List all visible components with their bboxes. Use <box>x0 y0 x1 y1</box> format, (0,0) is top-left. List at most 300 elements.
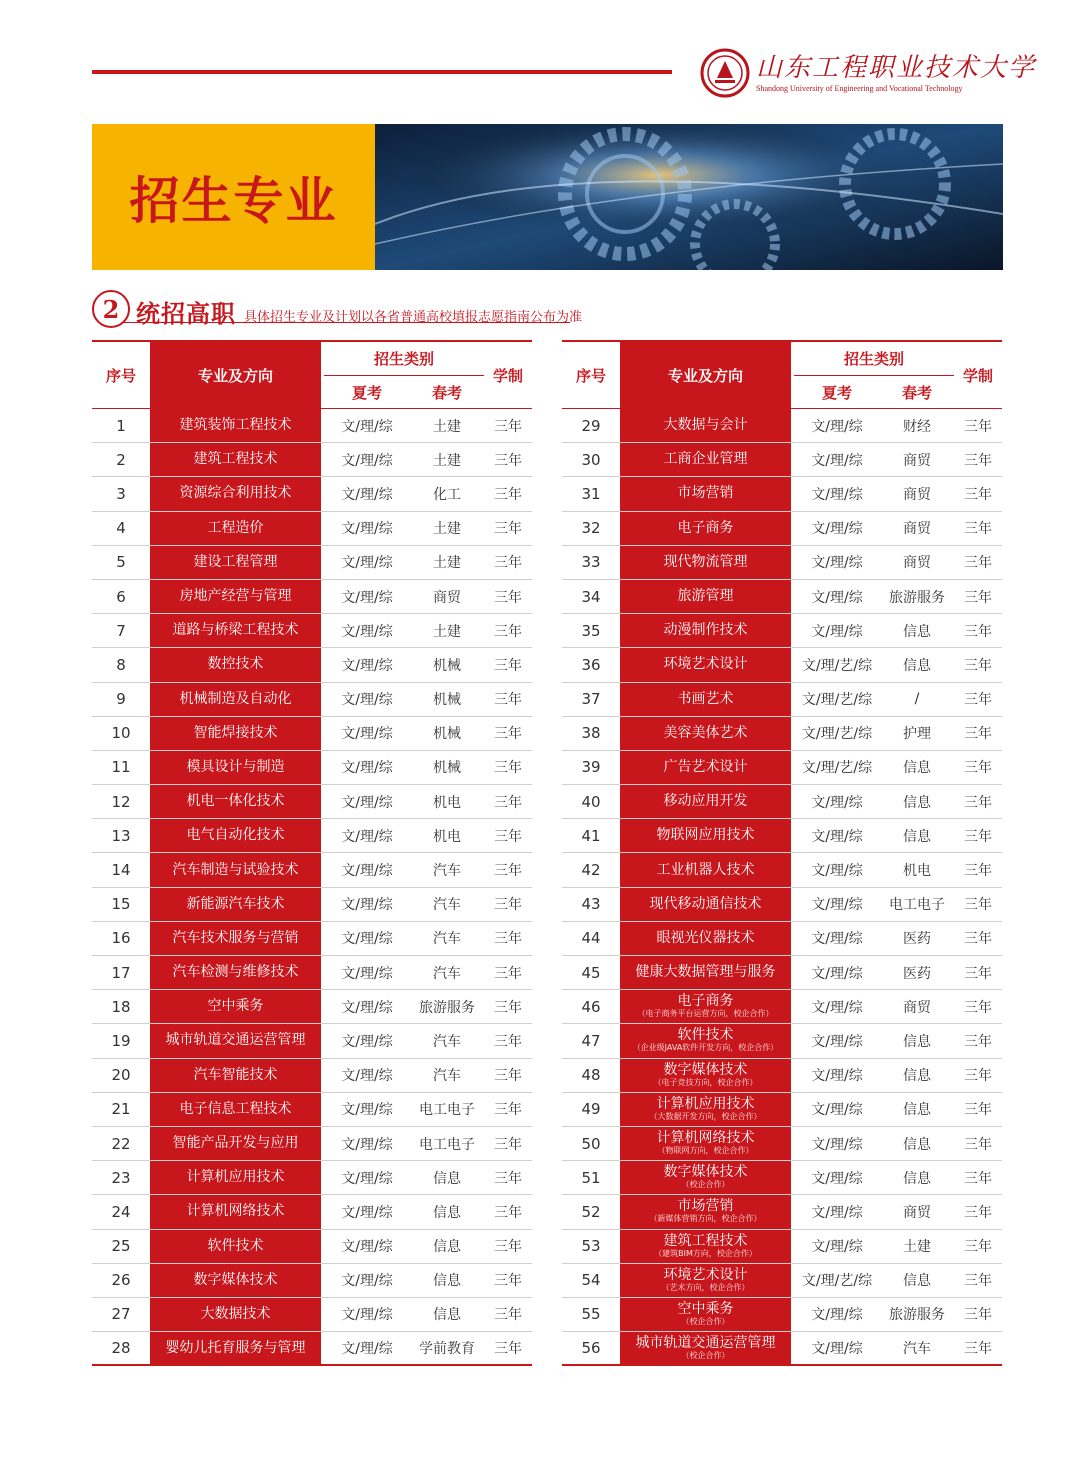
table-row <box>562 648 1002 682</box>
row-years: 三年 <box>964 692 992 709</box>
row-spring-category: 旅游服务 <box>419 999 475 1016</box>
table-row <box>92 546 532 580</box>
table-row <box>92 683 532 717</box>
major-name: 环境艺术设计 <box>663 1266 748 1283</box>
table-row <box>92 853 532 887</box>
row-years: 三年 <box>964 486 992 503</box>
row-years: 三年 <box>494 1102 522 1119</box>
row-major <box>150 1332 321 1364</box>
row-years: 三年 <box>964 897 992 914</box>
table-row <box>562 819 1002 853</box>
row-number: 42 <box>581 861 601 880</box>
major-name: 计算机应用技术 <box>186 1169 285 1186</box>
major-direction: （大数据开发方向，校企合作） <box>649 1111 762 1121</box>
header-spring: 春考 <box>431 383 462 402</box>
table-row <box>92 648 532 682</box>
row-spring-category: 土建 <box>433 623 461 640</box>
table-row <box>562 546 1002 580</box>
row-summer-category: 文/理/综 <box>341 1307 393 1324</box>
row-years: 三年 <box>964 1239 992 1256</box>
row-summer-category: 文/理/艺/综 <box>801 1273 873 1290</box>
row-spring-category: 医药 <box>903 931 931 948</box>
row-major <box>620 409 791 442</box>
row-number: 19 <box>111 1031 131 1050</box>
row-major <box>620 819 791 852</box>
row-number: 6 <box>116 587 126 606</box>
major-name: 婴幼儿托育服务与管理 <box>165 1339 306 1356</box>
table-row <box>562 614 1002 648</box>
major-direction: （校企合作） <box>681 1180 730 1190</box>
row-number: 32 <box>581 519 601 538</box>
major-name: 电子信息工程技术 <box>179 1100 292 1117</box>
row-years: 三年 <box>964 521 992 538</box>
row-number: 55 <box>581 1305 601 1324</box>
row-number: 13 <box>111 826 131 845</box>
row-years: 三年 <box>494 1170 522 1187</box>
row-number: 17 <box>111 963 131 982</box>
table-row <box>562 956 1002 990</box>
row-spring-category: 汽车 <box>433 931 461 948</box>
row-number: 14 <box>111 861 131 880</box>
row-spring-category: 财经 <box>903 418 931 435</box>
row-number: 45 <box>581 963 601 982</box>
table-row <box>92 1127 532 1161</box>
row-years: 三年 <box>494 828 522 845</box>
row-major <box>150 1230 321 1263</box>
major-name: 建筑装饰工程技术 <box>179 417 292 434</box>
row-major <box>150 1024 321 1057</box>
section-header <box>92 290 1003 330</box>
row-summer-category: 文/理/艺/综 <box>801 692 873 709</box>
row-spring-category: 商贸 <box>903 1204 931 1221</box>
top-rule <box>92 70 672 74</box>
major-name: 美容美体艺术 <box>663 724 748 741</box>
table-row <box>92 512 532 546</box>
row-major <box>150 512 321 545</box>
major-name: 汽车技术服务与营销 <box>172 929 299 946</box>
major-name: 汽车检测与维修技术 <box>172 964 299 981</box>
row-major <box>620 648 791 681</box>
major-name: 机械制造及自动化 <box>179 690 292 707</box>
table-row <box>92 1264 532 1298</box>
row-years: 三年 <box>494 760 522 777</box>
major-name: 大数据与会计 <box>663 417 748 434</box>
major-name: 建设工程管理 <box>193 553 278 570</box>
table-row <box>562 1059 1002 1093</box>
row-major <box>620 1093 791 1126</box>
major-name: 工程造价 <box>207 519 264 536</box>
row-spring-category: 信息 <box>903 623 931 640</box>
row-number: 9 <box>116 690 126 709</box>
table-row <box>92 751 532 785</box>
major-name: 现代物流管理 <box>663 553 748 570</box>
row-years: 三年 <box>964 1341 992 1358</box>
row-number: 27 <box>111 1305 131 1324</box>
row-number: 18 <box>111 997 131 1016</box>
banner-gears-image <box>375 124 1003 270</box>
row-major <box>620 546 791 579</box>
major-name: 新能源汽车技术 <box>186 895 285 912</box>
row-summer-category: 文/理/综 <box>811 794 863 811</box>
major-name: 电子商务 <box>677 993 734 1010</box>
row-number: 26 <box>111 1271 131 1290</box>
school-logo <box>700 48 1036 98</box>
row-summer-category: 文/理/综 <box>341 726 393 743</box>
banner-title: 招生专业 <box>129 171 338 230</box>
major-direction: （校企合作） <box>681 1316 730 1326</box>
row-spring-category: 机电 <box>903 863 931 880</box>
row-spring-category: 汽车 <box>433 1033 461 1050</box>
table-row <box>92 819 532 853</box>
row-major <box>620 683 791 716</box>
row-number: 46 <box>581 997 601 1016</box>
row-number: 39 <box>581 758 601 777</box>
table-row <box>92 1195 532 1229</box>
row-summer-category: 文/理/艺/综 <box>801 726 873 743</box>
table-row <box>92 1230 532 1264</box>
row-years: 三年 <box>964 1033 992 1050</box>
major-name: 物联网应用技术 <box>656 827 755 844</box>
row-major <box>150 546 321 579</box>
table-row <box>92 1298 532 1332</box>
major-name: 工商企业管理 <box>663 451 748 468</box>
row-major <box>150 1298 321 1331</box>
row-summer-category: 文/理/综 <box>341 1136 393 1153</box>
banner <box>92 124 1003 270</box>
row-major <box>150 1093 321 1126</box>
row-number: 36 <box>581 655 601 674</box>
row-spring-category: 汽车 <box>903 1341 931 1358</box>
row-summer-category: 文/理/综 <box>341 760 393 777</box>
row-spring-category: 化工 <box>433 486 461 503</box>
row-spring-category: 电工电子 <box>419 1102 475 1119</box>
row-years: 三年 <box>964 555 992 572</box>
school-name-cn: 山东工程职业技术大学 <box>756 52 1037 83</box>
row-number: 8 <box>116 655 126 674</box>
row-spring-category: 信息 <box>433 1170 461 1187</box>
row-major <box>620 1298 791 1331</box>
row-number: 44 <box>581 929 601 948</box>
row-summer-category: 文/理/综 <box>811 589 863 606</box>
row-spring-category: 信息 <box>433 1307 461 1324</box>
row-summer-category: 文/理/综 <box>811 1239 863 1256</box>
row-summer-category: 文/理/综 <box>811 863 863 880</box>
row-summer-category: 文/理/综 <box>341 657 393 674</box>
table-row <box>92 443 532 477</box>
row-number: 33 <box>581 553 601 572</box>
header-category: 招生类别 <box>373 350 434 368</box>
major-direction: （新媒体营销方向，校企合作） <box>649 1214 762 1224</box>
major-name: 数字媒体技术 <box>193 1271 278 1288</box>
row-years: 三年 <box>494 452 522 469</box>
major-name: 数字媒体技术 <box>663 1164 748 1181</box>
row-major <box>150 785 321 818</box>
row-spring-category: 商贸 <box>903 999 931 1016</box>
row-summer-category: 文/理/综 <box>341 931 393 948</box>
section-number: 2 <box>92 290 130 328</box>
major-direction: （校企合作） <box>681 1350 730 1360</box>
major-name: 数字媒体技术 <box>663 1061 748 1078</box>
row-number: 56 <box>581 1339 601 1358</box>
row-summer-category: 文/理/综 <box>811 931 863 948</box>
major-name: 模具设计与制造 <box>186 758 285 775</box>
row-years: 三年 <box>494 931 522 948</box>
major-name: 资源综合利用技术 <box>179 485 292 502</box>
row-years: 三年 <box>964 1170 992 1187</box>
row-major <box>620 717 791 750</box>
major-name: 城市轨道交通运营管理 <box>165 1032 306 1049</box>
row-summer-category: 文/理/综 <box>341 897 393 914</box>
row-spring-category: 土建 <box>433 418 461 435</box>
row-years: 三年 <box>494 863 522 880</box>
row-spring-category: 汽车 <box>433 1068 461 1085</box>
row-spring-category: 信息 <box>903 657 931 674</box>
row-summer-category: 文/理/综 <box>341 1239 393 1256</box>
table-row <box>562 853 1002 887</box>
table-row <box>562 580 1002 614</box>
major-name: 计算机网络技术 <box>186 1203 285 1220</box>
major-name: 智能产品开发与应用 <box>172 1135 299 1152</box>
row-years: 三年 <box>964 1102 992 1119</box>
table-row <box>92 477 532 511</box>
row-summer-category: 文/理/综 <box>341 828 393 845</box>
row-number: 49 <box>581 1100 601 1119</box>
table-header <box>562 340 1002 408</box>
table-row <box>562 1332 1002 1366</box>
row-summer-category: 文/理/综 <box>811 486 863 503</box>
row-summer-category: 文/理/综 <box>811 452 863 469</box>
row-major <box>150 888 321 921</box>
row-number: 53 <box>581 1237 601 1256</box>
table-row <box>92 922 532 956</box>
row-summer-category: 文/理/综 <box>811 418 863 435</box>
row-years: 三年 <box>494 1273 522 1290</box>
row-years: 三年 <box>964 760 992 777</box>
major-name: 移动应用开发 <box>663 793 748 810</box>
row-spring-category: 汽车 <box>433 897 461 914</box>
row-summer-category: 文/理/综 <box>811 999 863 1016</box>
row-summer-category: 文/理/综 <box>341 999 393 1016</box>
row-number: 20 <box>111 1066 131 1085</box>
row-major <box>150 683 321 716</box>
table-row <box>562 1024 1002 1058</box>
row-years: 三年 <box>964 623 992 640</box>
row-summer-category: 文/理/艺/综 <box>801 760 873 777</box>
row-major <box>150 614 321 647</box>
table-row <box>562 683 1002 717</box>
row-years: 三年 <box>964 657 992 674</box>
major-name: 动漫制作技术 <box>663 622 748 639</box>
major-name: 旅游管理 <box>677 588 734 605</box>
row-major <box>620 1230 791 1263</box>
major-name: 汽车智能技术 <box>193 1066 278 1083</box>
table-row <box>562 1264 1002 1298</box>
row-number: 41 <box>581 826 601 845</box>
row-major <box>620 1332 791 1364</box>
row-major <box>620 1024 791 1057</box>
table-row <box>92 717 532 751</box>
row-years: 三年 <box>964 452 992 469</box>
row-years: 三年 <box>964 726 992 743</box>
row-spring-category: 信息 <box>433 1273 461 1290</box>
row-years: 三年 <box>964 931 992 948</box>
row-number: 54 <box>581 1271 601 1290</box>
row-summer-category: 文/理/综 <box>341 452 393 469</box>
table-body-right <box>562 408 1002 1366</box>
header-spring: 春考 <box>901 383 932 402</box>
row-major <box>620 956 791 989</box>
row-summer-category: 文/理/综 <box>341 1068 393 1085</box>
row-summer-category: 文/理/综 <box>811 555 863 572</box>
row-years: 三年 <box>494 1136 522 1153</box>
section-title: 统招高职 <box>136 300 236 328</box>
table-row <box>92 956 532 990</box>
row-number: 3 <box>116 484 126 503</box>
major-name: 市场营销 <box>677 1198 734 1215</box>
row-major <box>150 853 321 886</box>
row-summer-category: 文/理/综 <box>341 1033 393 1050</box>
school-name-en: Shandong University of Engineering and Vocational Technology <box>756 83 963 93</box>
row-major <box>150 1195 321 1228</box>
row-number: 35 <box>581 621 601 640</box>
row-major <box>620 888 791 921</box>
major-direction: （企业级JAVA软件开发方向，校企合作） <box>632 1043 779 1053</box>
table-header <box>92 340 532 408</box>
row-spring-category: 商贸 <box>903 486 931 503</box>
table-row <box>562 443 1002 477</box>
row-spring-category: 机械 <box>433 760 461 777</box>
major-name: 建筑工程技术 <box>193 451 278 468</box>
table-row <box>92 580 532 614</box>
row-number: 38 <box>581 724 601 743</box>
table-row <box>92 990 532 1024</box>
table-row <box>562 888 1002 922</box>
row-major <box>620 614 791 647</box>
row-years: 三年 <box>964 999 992 1016</box>
major-name: 道路与桥梁工程技术 <box>172 622 299 639</box>
major-name: 智能焊接技术 <box>193 724 278 741</box>
row-number: 29 <box>581 416 601 435</box>
major-direction: （建筑BIM方向，校企合作） <box>654 1248 757 1258</box>
row-number: 11 <box>111 758 131 777</box>
major-name: 眼视光仪器技术 <box>656 929 755 946</box>
row-spring-category: 土建 <box>903 1239 931 1256</box>
table-row <box>92 1024 532 1058</box>
row-summer-category: 文/理/综 <box>341 589 393 606</box>
row-spring-category: 信息 <box>433 1239 461 1256</box>
row-years: 三年 <box>964 965 992 982</box>
major-name: 广告艺术设计 <box>663 758 748 775</box>
row-spring-category: 信息 <box>903 1136 931 1153</box>
row-years: 三年 <box>494 1068 522 1085</box>
row-years: 三年 <box>964 863 992 880</box>
table-row <box>562 1230 1002 1264</box>
row-years: 三年 <box>964 418 992 435</box>
table-row <box>562 751 1002 785</box>
row-spring-category: 信息 <box>903 794 931 811</box>
header-major: 专业及方向 <box>150 342 321 408</box>
row-years: 三年 <box>494 486 522 503</box>
row-years: 三年 <box>964 1068 992 1085</box>
row-number: 21 <box>111 1100 131 1119</box>
row-major <box>620 1161 791 1194</box>
row-number: 12 <box>111 792 131 811</box>
row-spring-category: 汽车 <box>433 965 461 982</box>
row-spring-category: 信息 <box>433 1204 461 1221</box>
row-summer-category: 文/理/综 <box>341 965 393 982</box>
row-number: 25 <box>111 1237 131 1256</box>
row-summer-category: 文/理/综 <box>811 1341 863 1358</box>
row-spring-category: 电工电子 <box>419 1136 475 1153</box>
table-row <box>92 1059 532 1093</box>
major-direction: （电子竞技方向，校企合作） <box>653 1077 758 1087</box>
row-years: 三年 <box>494 1239 522 1256</box>
row-years: 三年 <box>964 794 992 811</box>
row-spring-category: 土建 <box>433 521 461 538</box>
row-number: 51 <box>581 1168 601 1187</box>
row-summer-category: 文/理/综 <box>811 1136 863 1153</box>
row-major <box>150 922 321 955</box>
row-summer-category: 文/理/综 <box>811 828 863 845</box>
header-years: 学制 <box>492 366 523 385</box>
row-spring-category: 医药 <box>903 965 931 982</box>
row-number: 1 <box>116 416 126 435</box>
row-number: 37 <box>581 690 601 709</box>
table-row <box>92 888 532 922</box>
row-years: 三年 <box>494 692 522 709</box>
row-years: 三年 <box>494 965 522 982</box>
major-name: 机电一体化技术 <box>186 793 285 810</box>
row-summer-category: 文/理/综 <box>811 897 863 914</box>
row-major <box>150 956 321 989</box>
row-spring-category: 商贸 <box>903 452 931 469</box>
row-years: 三年 <box>964 1307 992 1324</box>
table-row <box>562 922 1002 956</box>
table-row <box>562 477 1002 511</box>
section-note: 具体招生专业及计划以各省普通高校填报志愿指南公布为准 <box>244 310 583 325</box>
majors-table-left <box>92 340 532 1366</box>
row-summer-category: 文/理/综 <box>341 1204 393 1221</box>
table-row <box>92 409 532 443</box>
row-years: 三年 <box>494 1307 522 1324</box>
row-years: 三年 <box>494 1033 522 1050</box>
row-major <box>150 751 321 784</box>
header-summer: 夏考 <box>821 383 852 402</box>
row-years: 三年 <box>494 794 522 811</box>
row-spring-category: 商贸 <box>903 521 931 538</box>
row-spring-category: 土建 <box>433 452 461 469</box>
header-major: 专业及方向 <box>620 342 791 408</box>
row-number: 24 <box>111 1202 131 1221</box>
row-number: 30 <box>581 450 601 469</box>
row-major <box>620 443 791 476</box>
table-row <box>92 614 532 648</box>
major-direction: （电子商务平台运营方向，校企合作） <box>637 1009 774 1019</box>
row-major <box>150 648 321 681</box>
row-years: 三年 <box>494 555 522 572</box>
major-name: 工业机器人技术 <box>656 861 755 878</box>
row-number: 40 <box>581 792 601 811</box>
row-spring-category: 机械 <box>433 726 461 743</box>
row-summer-category: 文/理/综 <box>341 794 393 811</box>
row-major <box>620 1059 791 1092</box>
row-major <box>620 922 791 955</box>
row-spring-category: 商贸 <box>903 555 931 572</box>
row-major <box>150 443 321 476</box>
row-major <box>620 853 791 886</box>
table-row <box>562 1195 1002 1229</box>
row-spring-category: 信息 <box>903 1033 931 1050</box>
